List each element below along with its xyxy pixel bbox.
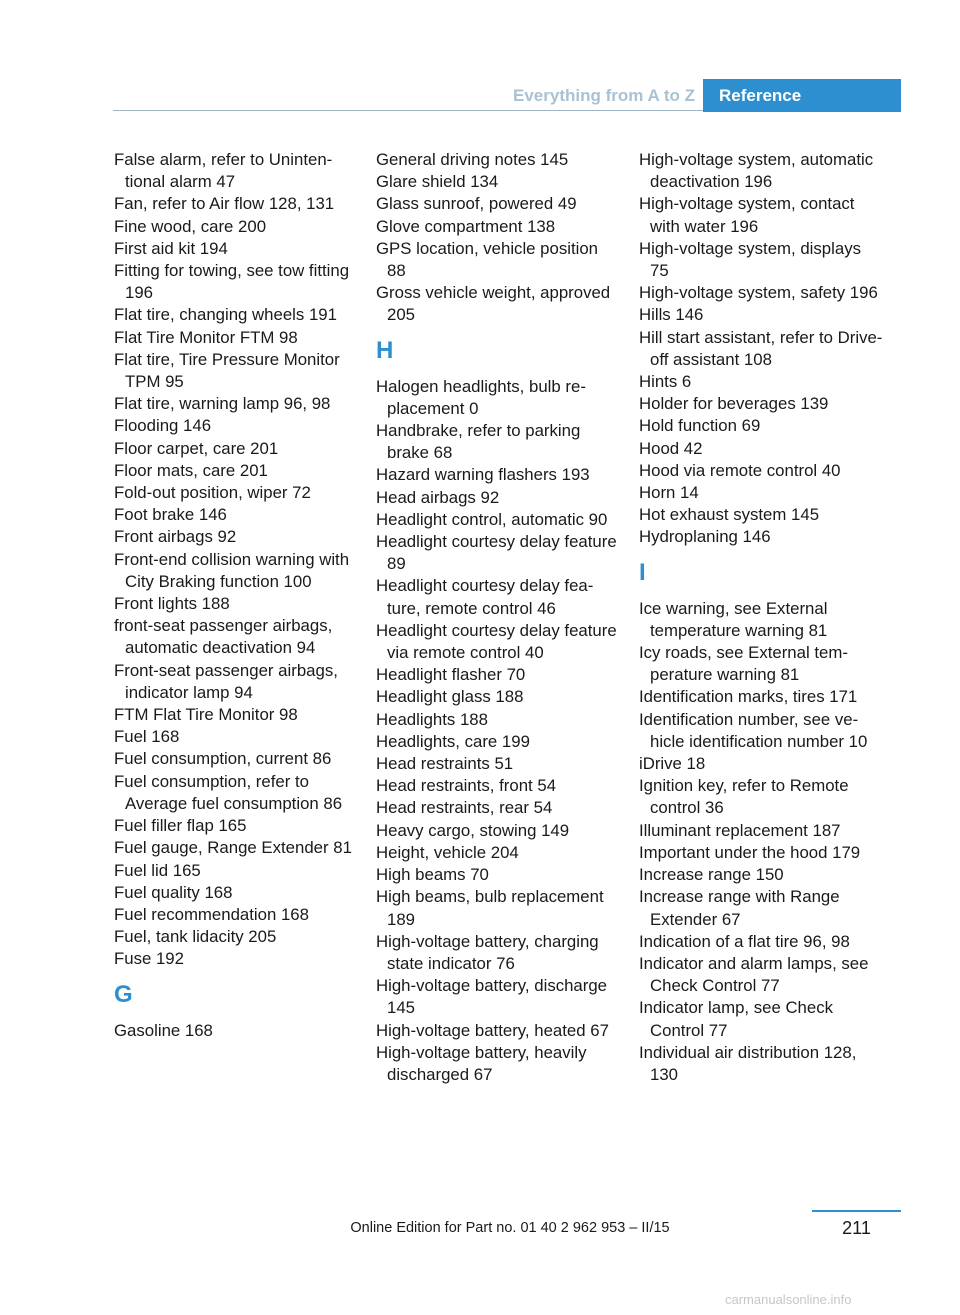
index-entry: Fuel filler flap 165: [114, 816, 247, 836]
index-entry: Fine wood, care 200: [114, 216, 267, 236]
index-entry: Hazard warning flashers 193: [376, 465, 590, 485]
index-letter-heading: G: [114, 980, 133, 1008]
index-entry: Fuel consumption, current 86: [114, 749, 332, 769]
index-entry: Indicator lamp, see Check Control 77: [639, 998, 834, 1040]
index-entry: Hints 6: [639, 372, 692, 392]
index-entry: Hold function 69: [639, 416, 761, 436]
index-entry: Front-seat passenger airbags, indicator lamp 94: [114, 660, 338, 702]
index-entry: Head airbags 92: [376, 487, 500, 507]
index-entry: Fuel consumption, refer to Average fuel consumption 86: [114, 771, 343, 813]
index-entry: Hood via remote control 40: [639, 460, 841, 480]
index-entry: Halogen headlights, bulb replacement 0: [376, 376, 586, 418]
index-entry: front-seat passenger airbags, automatic deactivation 94: [114, 616, 333, 658]
index-entry: Headlight flasher 70: [376, 665, 526, 685]
footer-divider: [812, 1210, 901, 1212]
index-entry: Fitting for towing, see tow fitting 196: [114, 261, 350, 303]
index-entry: Front airbags 92: [114, 527, 237, 547]
page-number: 211: [842, 1218, 871, 1238]
index-entry: Ignition key, refer to Remote control 36: [639, 776, 849, 818]
index-entry: Fuel gauge, Range Extender 81: [114, 838, 352, 858]
index-entry: Floor mats, care 201: [114, 460, 268, 480]
index-entry: High-voltage system, contact with water 196: [639, 194, 855, 236]
index-entry: Head restraints, rear 54: [376, 798, 553, 818]
index-entry: Hill start assistant, refer to Drive-off assistant 108: [639, 327, 883, 369]
index-letter-heading: I: [639, 558, 646, 586]
index-entry: Flat tire, Tire Pressure Monitor TPM 95: [114, 349, 340, 392]
index-entry: Flooding 146: [114, 416, 212, 436]
index-column-3: [639, 149, 884, 1086]
index-entry: GPS location, vehicle position 88: [376, 238, 599, 281]
index-entry: Hot exhaust system 145: [639, 505, 820, 525]
index-entry: High beams, bulb replacement 189: [376, 887, 604, 929]
header-divider: [113, 110, 703, 111]
footer-edition-text: Online Edition for Part no. 01 40 2 962 953 – II/15: [350, 1220, 670, 1236]
index-entry: Fuel 168: [114, 727, 180, 747]
index-entry: Horn 14: [639, 483, 699, 503]
index-entry: Headlight courtesy delay feature via remote control 40: [376, 620, 617, 663]
index-entry: Glass sunroof, powered 49: [376, 194, 577, 214]
index-entry: Headlight courtesy delay feature, remote control 46: [376, 576, 594, 618]
watermark: carmanualsonline.info: [725, 1292, 852, 1307]
index-entry: Flat tire, changing wheels 191: [114, 305, 337, 325]
index-entry: Headlight control, automatic 90: [376, 509, 608, 529]
index-entry: Fuel quality 168: [114, 882, 233, 902]
index-entry: Individual air distribution 128, 130: [639, 1042, 857, 1084]
index-column-1: [114, 149, 359, 1042]
index-entry: Indication of a flat tire 96, 98: [639, 931, 850, 951]
index-entry: Head restraints, front 54: [376, 776, 557, 796]
index-entry: Increase range with Range Extender 67: [639, 887, 840, 929]
index-entry: High-voltage battery, heated 67: [376, 1020, 609, 1040]
index-entry: High beams 70: [376, 865, 489, 885]
index-column-2: [376, 149, 621, 1086]
index-entry: Headlight courtesy delay feature 89: [376, 532, 617, 574]
index-entry: Ice warning, see External temperature warning 81: [639, 598, 828, 640]
index-entry: Indicator and alarm lamps, see Check Control 77: [639, 953, 869, 996]
index-entry: Headlights, care 199: [376, 731, 530, 751]
index-entry: FTM Flat Tire Monitor 98: [114, 705, 298, 725]
index-letter-heading: H: [376, 336, 394, 364]
index-entry: Increase range 150: [639, 865, 784, 885]
index-entry: First aid kit 194: [114, 238, 228, 258]
index-entry: Fuel lid 165: [114, 860, 201, 880]
index-entry: Heavy cargo, stowing 149: [376, 820, 570, 840]
index-entry: Foot brake 146: [114, 505, 227, 525]
index-entry: Identification marks, tires 171: [639, 687, 858, 707]
index-entry: Floor carpet, care 201: [114, 438, 279, 458]
index-entry: Flat tire, warning lamp 96, 98: [114, 394, 331, 414]
index-entry: Holder for beverages 139: [639, 394, 829, 414]
header-chapter-tab: Reference: [703, 79, 901, 112]
index-entry: Gross vehicle weight, approved 205: [376, 283, 611, 325]
index-entry: Hydroplaning 146: [639, 527, 771, 547]
index-entry: Glare shield 134: [376, 172, 499, 192]
index-entry: High-voltage battery, discharge 145: [376, 976, 608, 1018]
index-entry: Head restraints 51: [376, 754, 514, 774]
index-entry: Fuse 192: [114, 949, 184, 969]
index-entry: False alarm, refer to Unintentional alarm 47: [114, 150, 333, 192]
index-entry: Front lights 188: [114, 594, 230, 614]
index-entry: Icy roads, see External temperature warning 81: [639, 643, 848, 685]
index-entry: Gasoline 168: [114, 1020, 213, 1040]
index-entry: High-voltage system, displays 75: [639, 238, 861, 281]
index-entry: Fold-out position, wiper 72: [114, 483, 311, 503]
index-entry: Important under the hood 179: [639, 842, 861, 862]
index-entry: Identification number, see vehicle identification number 10: [639, 709, 868, 751]
index-entry: General driving notes 145: [376, 150, 569, 169]
index-entry: Headlight glass 188: [376, 687, 524, 707]
index-entry: Hills 146: [639, 305, 704, 325]
index-entry: Flat Tire Monitor FTM 98: [114, 327, 298, 347]
index-entry: High-voltage system, safety 196: [639, 283, 878, 303]
index-entry: Illuminant replacement 187: [639, 820, 841, 840]
index-entry: High-voltage battery, charging state indicator 76: [376, 931, 599, 973]
index-entry: Headlights 188: [376, 709, 488, 729]
index-entry: Handbrake, refer to parking brake 68: [376, 421, 581, 463]
index-entry: Glove compartment 138: [376, 216, 556, 236]
index-entry: Hood 42: [639, 438, 703, 458]
index-entry: High-voltage battery, heavily discharged 67: [376, 1042, 587, 1084]
index-entry: Fuel recommendation 168: [114, 904, 309, 924]
index-entry: High-voltage system, automatic deactivation 196: [639, 150, 874, 192]
index-entry: Height, vehicle 204: [376, 842, 519, 862]
index-entry: Fan, refer to Air flow 128, 131: [114, 194, 335, 214]
index-entry: Front-end collision warning with City Braking function 100: [114, 549, 350, 591]
index-entry: iDrive 18: [639, 754, 706, 774]
header-section-title: Everything from A to Z: [513, 86, 695, 105]
index-entry: Fuel, tank lidacity 205: [114, 927, 277, 947]
